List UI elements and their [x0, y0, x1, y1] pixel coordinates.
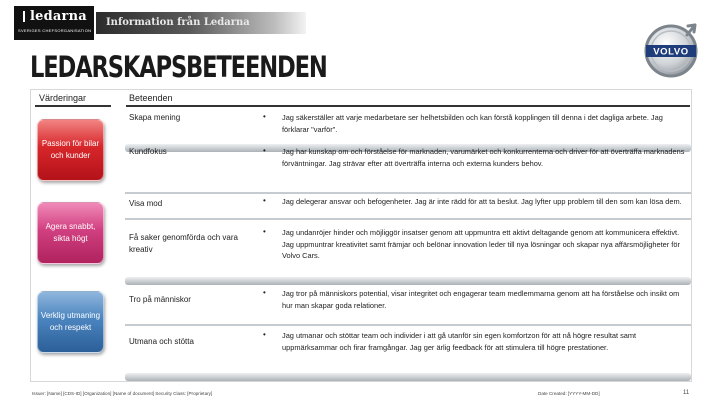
value-box-utmaning	[37, 291, 104, 353]
value-label: Verklig utmaning och respekt	[40, 311, 101, 332]
group-divider-band	[125, 373, 691, 381]
logo-name: ledarna	[30, 9, 87, 24]
bullet-icon: •	[263, 288, 266, 297]
header-behaviors: Beteenden	[129, 93, 173, 103]
bullet-icon: •	[263, 112, 266, 121]
behavior-description: Jag säkerställer att varje medarbetare ser helhetsbilden och kan förstå kopplingen till denna i det dagliga arbete. Jag förklarar "varför".	[282, 113, 663, 134]
header-rule-left	[35, 105, 111, 107]
values-behaviors-table	[30, 89, 692, 382]
header-values: Värderingar	[39, 93, 87, 103]
row-separator	[125, 218, 691, 220]
behavior-description: Jag har kunskap om och förståelse för marknaden, varumärket och konkurrenterna och driver för att överträffa marknadens förväntningar. Jag strävar efter att överträffa interna och externa kunders behov.	[282, 147, 685, 168]
row-separator	[125, 324, 691, 326]
behavior-description: Jag delegerar ansvar och befogenheter. Jag är inte rädd för att ta beslut. Jag lyfter upp problem till den som kan lösa dem.	[282, 197, 682, 206]
behavior-label: Utmana och stötta	[129, 337, 194, 346]
logo-mark-icon	[23, 11, 28, 22]
value-label: Passion för bilar och kunder	[41, 139, 100, 160]
behavior-label: Kundfokus	[129, 147, 167, 156]
info-bar	[96, 12, 306, 34]
behavior-description: Jag tror på människors potential, visar integritet och engagerar team medlemmarna genom att ha förståelse och insikt om hur man skapar goda relationer.	[282, 289, 680, 310]
bullet-icon: •	[263, 146, 266, 155]
bullet-icon: •	[263, 330, 266, 339]
behavior-label: Visa mod	[129, 199, 163, 208]
behavior-description: Jag undanröjer hinder och möjliggör insatser genom att uppmuntra ett aktivt deltagande genom att kommunicera effektivt. Jag uppmuntrar kreativitet samt främjar och belönar innovation leder till nya lösningar och skapar nya affärsmöjligheter för Volvo Cars.	[282, 228, 680, 261]
behavior-label: Tro på människor	[129, 295, 191, 304]
footer-date: Date Created: [YYYY-MM-DD]	[538, 391, 600, 396]
value-box-agera	[37, 202, 104, 264]
volvo-logo-icon	[640, 18, 702, 80]
value-label: Agera snabbt, sikta högt	[45, 222, 96, 243]
ledarna-logo	[14, 6, 94, 40]
behavior-description: Jag utmanar och stöttar team och individer i att gå utanför sin egen komfortzon för att nå högre resultat samt uppmärksammar och firar framgångar. Jag ger ärlig feedback för att stimulera till högre prestationer.	[282, 331, 637, 352]
info-text: Information från Ledarna	[106, 17, 250, 28]
bullet-icon: •	[263, 196, 266, 205]
page-title: LEDARSKAPSBETEENDEN	[30, 50, 327, 84]
page-number: 11	[683, 390, 690, 396]
behavior-label: Få saker genomförda och vara kreativ	[129, 233, 238, 254]
row-separator	[125, 192, 691, 194]
logo-subtitle: SVERIGES CHEFSORGANISATION	[18, 28, 92, 33]
footer-issuer: Issuer: [Name] [CDS-ID] [Organization] [Name of document] Security Class: [Proprietary]	[32, 391, 213, 396]
behavior-label: Skapa mening	[129, 113, 181, 122]
bullet-icon: •	[263, 227, 266, 236]
volvo-brand-text: VOLVO	[653, 46, 689, 58]
value-box-passion	[37, 119, 104, 181]
header-rule-right	[126, 105, 690, 107]
group-divider-band	[125, 277, 691, 285]
